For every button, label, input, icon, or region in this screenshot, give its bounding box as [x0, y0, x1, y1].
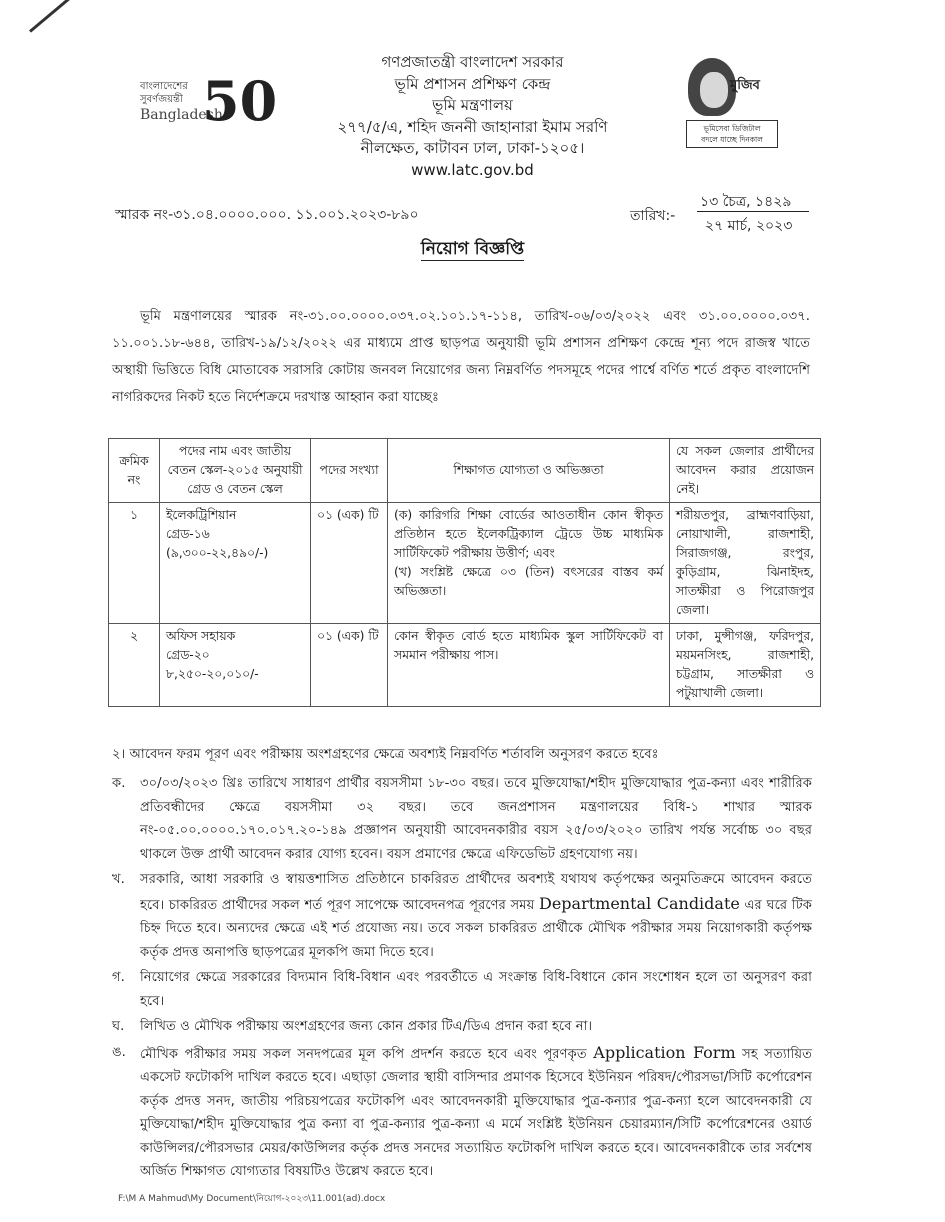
clause-gha: ঘ. লিখিত ও মৌখিক পরীক্ষায় অংশগ্রহণের জন্য কোন প্রকার টিএ/ডিএ প্রদান করা হবে না।	[112, 1019, 593, 1034]
logo-text-2: সুবর্ণজয়ন্তী	[140, 94, 183, 105]
header-qualification: শিক্ষাগত যোগ্যতা ও অভিজ্ঞতা	[388, 439, 670, 503]
mujib-year-logo	[680, 58, 790, 158]
digital-land-caption: ভূমিসেবা ডিজিটাল বদলে যাচ্ছে দিনকাল	[686, 120, 778, 148]
letterhead	[250, 52, 695, 181]
file-path-footer: F:\M A Mahmud\My Document\নিয়োগ-২০২৩\11.001(ad).docx	[118, 1194, 386, 1204]
date-english: ২৭ মার্চ, ২০২৩	[705, 218, 793, 234]
table-row	[109, 624, 821, 707]
portrait-icon	[688, 58, 736, 116]
section-2-heading: ২। আবেদন ফরম পূরণ এবং পরীক্ষায় অংশগ্রহণের ক্ষেত্রে অবশ্যই নিম্নবর্ণিত শর্তাবলি অনুসরণ করতে হবেঃ	[112, 747, 659, 762]
clause-nga: ঙ. মৌখিক পরীক্ষার সময় সকল সনদপত্রের মূল কপি প্রদর্শন করতে হবে এবং পূরণকৃত Application Form সহ সত্যায়িত একসেট ফটোকপি দাখিল করতে হবে। এছাড়া জেলার স্থায়ী বাসিন্দার প্রমাণক হিসেবে ইউনিয়ন পরিষদ/পৌরসভা/সিটি কর্পোরেশন কর্তৃক প্রদত্ত সনদ, জাতীয় পরিচয়পত্রের ফটোকপি এবং আবেদনকারী মুক্তিযোদ্ধার পুত্র-কন্যার পুত্র-কন্যা হলে আবেদনকারী যে মুক্তিযোদ্ধা/শহীদ মুক্তিযোদ্ধার পুত্র কন্যা বা পুত্র-কন্যার পুত্র-কন্যা এ মর্মে সংশ্লিষ্ট ইউনিয়ন চেয়ারম্যান/সিটি কর্পোরেশনের ওয়ার্ড কাউন্সিলর/পৌরসভার মেয়র/কাউন্সিলর কর্তৃক প্রদত্ত সনদের সত্যায়িত ফটোকপি দাখিল করতে হবে। আবেদনকারীকে তার সর্বশেষ অর্জিত শিক্ষাগত যোগ্যতার বিষয়টিও উল্লেখ করতে হবে।	[112, 1042, 812, 1179]
logo-text-1: বাংলাদেশের	[140, 81, 188, 92]
header-post: পদের নাম এবং জাতীয় বেতন স্কেল-২০১৫ অনুযায়ী গ্রেড ও বেতন স্কেল	[160, 439, 311, 503]
conditions-list	[112, 772, 812, 1186]
cell-excluded-districts: ঢাকা, মুন্সীগঞ্জ, ফরিদপুর, ময়মনসিংহ, রাজশাহী, চট্টগ্রাম, সাতক্ষীরা ও পটুয়াখালী জেলা।	[670, 624, 821, 707]
date-bangla: ১৩ চৈত্র, ১৪২৯	[700, 194, 792, 210]
cell-post: অফিস সহায়ক গ্রেড-২০ ৮,২৫০-২০,০১০/-	[160, 624, 311, 707]
clause-ka: ক. ৩০/০৩/২০২৩ খ্রিঃ তারিখে সাধারণ প্রার্থীর বয়সসীমা ১৮-৩০ বছর। তবে মুক্তিযোদ্ধা/শহীদ মুক্তিযোদ্ধার পুত্র-কন্যা এবং শারীরিক প্রতিবন্ধীদের ক্ষেত্রে বয়সসীমা ৩২ বছর। তবে জনপ্রশাসন মন্ত্রণালয়ের বিধি-১ শাখার স্মারক নং-০৫.০০.০০০০.১৭০.০১৭.২০-১৪৯ প্রজ্ঞাপন অনুযায়ী আবেদনকারীর বয়স ২৫/০৩/২০২০ তারিখ পর্যন্ত সর্বোচ্চ ৩০ বছর থাকলে উক্ত প্রার্থী আবেদন করার যোগ্য হবেন। বয়স প্রমাণের ক্ষেত্রে এফিডেভিট গ্রহণযোগ্য নয়।	[112, 776, 812, 862]
logo-text-bangladesh: Bangladesh	[140, 107, 223, 123]
clause-kha: খ. সরকারি, আধা সরকারি ও স্বায়ত্তশাসিত প্রতিষ্ঠানে চাকরিরত প্রার্থীদের অবশ্যই যথাযথ কর্তৃপক্ষের অনুমতিক্রমে আবেদন করতে হবে। চাকরিরত প্রার্থীদের সকল শর্ত পূরণ সাপেক্ষে আবেদনপত্র পূরণের সময় Departmental Candidate এর ঘরে টিক চিহ্ন দিতে হবে। অন্যদের ক্ষেত্রে এই শর্ত প্রযোজ্য নয়। তবে সকল চাকরিরত প্রার্থীকে মৌখিক পরীক্ষার সময় নিয়োগকারী কর্তৃপক্ষ কর্তৃক প্রদত্ত অনাপত্তি ছাড়পত্রের মূলকপি জমা দিতে হবে।	[112, 872, 812, 960]
address-line-1: ২৭৭/৫/এ, শহিদ জননী জাহানারা ইমাম সরণি	[337, 117, 608, 136]
date-divider	[697, 211, 809, 212]
website: www.latc.gov.bd	[411, 160, 534, 179]
institute-name: ভূমি প্রশাসন প্রশিক্ষণ কেন্দ্র	[394, 74, 551, 93]
header-excluded-districts: যে সকল জেলার প্রার্থীদের আবেদন করার প্রয়োজন নেই।	[670, 439, 821, 503]
header-serial: ক্রমিক নং	[109, 439, 160, 503]
address-line-2: নীলক্ষেত, কাটাবন ঢাল, ঢাকা-১২০৫।	[360, 139, 585, 157]
clause-ga: গ. নিয়োগের ক্ষেত্রে সরকারের বিদ্যমান বিধি-বিধান এবং পরবর্তীতে এ সংক্রান্ত বিধি-বিধানে কোন সংশোধন হলে তা অনুসরণ করা হবে।	[112, 970, 812, 1009]
cell-post: ইলেকট্রিশিয়ান গ্রেড-১৬ (৯,৩০০-২২,৪৯০/-)	[160, 503, 311, 624]
memo-ref: স্মারক নং-৩১.০৪.০০০০.০০০. ১১.০০১.২০২৩-৮৯০	[115, 207, 419, 223]
date-label: তারিখ:-	[630, 208, 676, 224]
golden-jubilee-logo	[140, 69, 278, 135]
table-row	[109, 503, 821, 624]
logo-number: 50	[202, 69, 278, 133]
cell-count: ০১ (এক) টি	[311, 624, 388, 707]
table-header-row	[109, 439, 821, 503]
cell-qualification: (ক) কারিগরি শিক্ষা বোর্ডের আওতাধীন কোন স্বীকৃত প্রতিষ্ঠান হতে ইলেকট্রিক্যাল ট্রেডে উচ্চ মাধ্যমিক সার্টিফিকেট পরীক্ষায় উত্তীর্ণ; এবং (খ) সংশ্লিষ্ট ক্ষেত্রে ০৩ (তিন) বৎসরের বাস্তব কর্ম অভিজ্ঞতা।	[388, 503, 670, 624]
header-count: পদের সংখ্যা	[311, 439, 388, 503]
ministry-name: ভূমি মন্ত্রণালয়	[432, 96, 513, 114]
vacancy-table	[108, 438, 821, 707]
cell-excluded-districts: শরীয়তপুর, ব্রাহ্মণবাড়িয়া, নোয়াখালী, রাজশাহী, সিরাজগঞ্জ, রংপুর, কুড়িগ্রাম, ঝিনাইদহ, সাতক্ষীরা ও পিরোজপুর জেলা।	[670, 503, 821, 624]
cell-serial: ১	[109, 503, 160, 624]
cell-count: ০১ (এক) টি	[311, 503, 388, 624]
cell-qualification: কোন স্বীকৃত বোর্ড হতে মাধ্যমিক স্কুল সার্টিফিকেট বা সমমান পরীক্ষায় পাস।	[388, 624, 670, 707]
pen-mark	[29, 0, 75, 33]
govt-name: গণপ্রজাতন্ত্রী বাংলাদেশ সরকার	[381, 53, 564, 71]
intro-paragraph: ভূমি মন্ত্রণালয়ের স্মারক নং-৩১.০০.০০০০.০৩৭.০২.১০১.১৭-১১৪, তারিখ-০৬/০৩/২০২২ এবং ৩১.০০.০০০০.০৩৭. ১১.০০১.১৮-৬৪৪, তারিখ-১৯/১২/২০২২ এর মাধ্যমে প্রাপ্ত ছাড়পত্র অনুযায়ী ভূমি প্রশাসন প্রশিক্ষণ কেন্দ্রে শূন্য পদে রাজস্ব খাতে অস্থায়ী ভিত্তিতে বিধি মোতাবেক সরাসরি কোটায় জনবল নিয়োগের জন্য নিম্নবর্ণিত পদসমূহে পদের পার্শ্বে বর্ণিত শর্তে প্রকৃত বাংলাদেশি নাগরিকদের নিকট হতে নির্দেশক্রমে দরখাস্ত আহ্বান করা যাচ্ছেঃ	[112, 309, 810, 405]
mujib-word: মুজিব	[730, 78, 760, 93]
cell-serial: ২	[109, 624, 160, 707]
page-title: নিয়োগ বিজ্ঞপ্তি	[420, 239, 525, 259]
